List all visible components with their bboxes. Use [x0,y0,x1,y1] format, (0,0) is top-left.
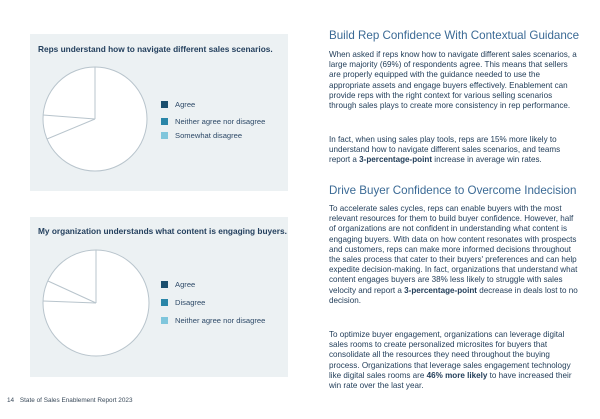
text-run: To accelerate sales cycles, reps can enable buyers with the most relevant resources for them to build buyer confidence. However, half of organizations are not confident in understanding what content is engaging buyers. With data on how content resonates with prospects and customers, reps can make more informed decisions throughout the sales process that cater to their buyers' preferences and can help expedite decision-making. In fact, organizations that understand what content engages buyers are 38% less likely to struggle with sales velocity and report a [329,204,578,295]
legend-label: Agree [175,100,196,109]
legend-label: Somewhat disagree [175,131,243,140]
text-run: In fact, when using sales play tools, reps are 15% more likely to understand how to navigate different sales scenarios, and teams report a [329,135,561,165]
chart-title: Reps understand how to navigate different sales scenarios. [38,44,273,54]
legend-swatch [161,132,168,139]
legend-label: Disagree [175,298,206,307]
legend-swatch [161,118,168,125]
chart-card-rep-scenarios [30,34,288,191]
legend-label: Neither agree nor disagree [175,316,266,325]
legend-item-neither [161,316,265,325]
legend-label: Agree [175,280,196,289]
section2-paragraph-1 [329,204,581,306]
legend-swatch [161,317,168,324]
page-number: 14 [7,397,15,404]
legend-label: Neither agree nor disagree [175,117,266,126]
chart-title: My organization understands what content is engaging buyers. [38,226,287,236]
bold-highlight: 3-percentage-point [359,155,433,165]
section-heading-buyer-confidence: Drive Buyer Confidence to Overcome Indecision [329,184,577,197]
section1-paragraph-2 [329,135,581,166]
text-run: To optimize buyer engagement, organizations can leverage digital sales rooms to create personalized microsites for buyers that consolidate all the resources they need throughout the buying process. Organizations that leverage sales engagement technology like digital sales rooms are [329,330,571,380]
page-footer [7,397,137,404]
bold-highlight: 3-percentage-point [404,285,477,295]
report-title: State of Sales Enablement Report 2023 [19,397,133,404]
bold-highlight: 46% more likely [426,370,488,380]
chart-card-content-engagement [30,217,288,377]
legend-item-agree [161,100,195,109]
section-heading-rep-confidence: Build Rep Confidence With Contextual Guidance [329,29,580,42]
legend-swatch [161,299,168,306]
section2-paragraph-2 [329,330,581,391]
text-run: to have increased their win rate over the last year. [329,370,572,391]
pie-chart-content-engagement [40,245,160,365]
legend-item-somewhat-disagree [161,131,242,140]
legend-swatch [161,101,168,108]
legend-item-neither [161,117,265,126]
text-run: decrease in deals lost to no decision. [329,285,578,305]
legend-item-agree [161,280,195,289]
legend-swatch [161,281,168,288]
legend-item-disagree [161,298,205,307]
pie-chart-rep-scenarios [37,64,157,174]
section1-paragraph-1: When asked if reps know how to navigate different sales scenarios, a large majority (69%) of respondents agree. This means that sellers are properly equipped with the guidance needed to use the appropriate assets and engage buyers effectively. Enablement can provide reps with the right context for various selling scenarios through sales plays to create more consistency in rep performance. [329,50,577,111]
text-run: increase in average win rates. [432,155,542,165]
